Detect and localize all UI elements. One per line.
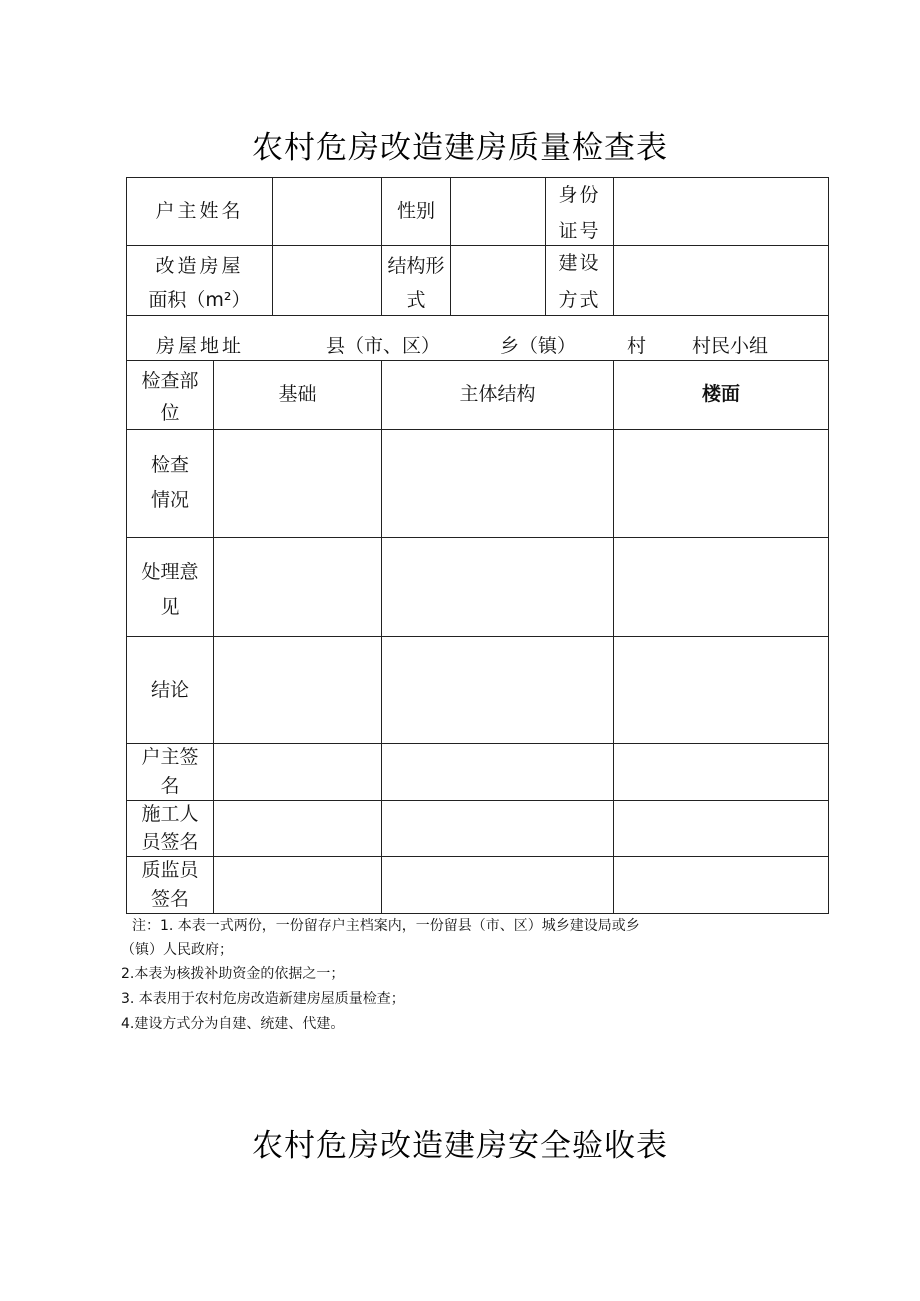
- row-divider: [126, 800, 829, 801]
- address-village: 村: [627, 335, 647, 357]
- id-number-label-line2: 证号: [558, 220, 601, 242]
- gender-label: 性别: [396, 200, 435, 222]
- col-divider: [381, 360, 382, 914]
- row-divider: [126, 743, 829, 744]
- inspection-part-label-line2: 位: [160, 402, 180, 424]
- row-divider: [126, 537, 829, 538]
- col-divider: [613, 177, 614, 315]
- row-supervisor-sign-line1: 质监员: [141, 859, 199, 881]
- note-line-5: 4.建设方式分为自建、统建、代建。: [121, 1016, 345, 1032]
- page-title: 农村危房改造建房质量检查表: [252, 130, 668, 166]
- row-owner-sign-line2: 名: [160, 775, 180, 797]
- structure-label-line2: 式: [406, 289, 426, 311]
- owner-name-label: 户主姓名: [155, 200, 244, 222]
- area-label-line1: 改造房屋: [155, 255, 244, 277]
- id-number-label-line1: 身份: [558, 184, 601, 206]
- row-supervisor-sign-line2: 签名: [150, 888, 189, 910]
- note-line-3: 2.本表为核拨补助资金的依据之一；: [121, 966, 345, 982]
- row-divider: [126, 636, 829, 637]
- row-worker-sign-line2: 员签名: [141, 831, 199, 853]
- table-border-right: [828, 177, 829, 914]
- row-worker-sign-line1: 施工人: [141, 803, 199, 825]
- address-villager-group: 村民小组: [692, 335, 769, 357]
- second-page-title: 农村危房改造建房安全验收表: [252, 1128, 668, 1164]
- address-label: 房屋地址: [156, 335, 245, 357]
- col-divider: [213, 360, 214, 914]
- column-main-structure: 主体结构: [459, 383, 536, 405]
- note-line-4: 3. 本表用于农村危房改造新建房屋质量检查；: [121, 991, 405, 1007]
- address-county: 县（市、区）: [326, 335, 441, 357]
- col-divider: [613, 360, 614, 914]
- row-situation-line1: 检查: [150, 454, 189, 476]
- area-label-line2: 面积（m²）: [148, 289, 251, 311]
- column-floor: 楼面: [701, 383, 740, 405]
- address-township: 乡（镇）: [500, 335, 577, 357]
- row-divider: [126, 856, 829, 857]
- row-conclusion: 结论: [150, 679, 189, 701]
- build-method-label-line2: 方式: [558, 289, 601, 311]
- col-divider: [272, 177, 273, 315]
- row-opinion-line1: 处理意: [141, 561, 199, 583]
- table-border-top: [126, 177, 829, 178]
- inspection-part-label-line1: 检查部: [141, 370, 199, 392]
- structure-label-line1: 结构形: [387, 255, 445, 277]
- row-owner-sign-line1: 户主签: [141, 746, 199, 768]
- row-situation-line2: 情况: [150, 489, 189, 511]
- note-line-2: （镇）人民政府；: [121, 942, 233, 958]
- column-foundation: 基础: [278, 383, 317, 405]
- note-line-1: 注：1. 本表一式两份，一份留存户主档案内，一份留县（市、区）城乡建设局或乡: [132, 918, 640, 934]
- row-divider: [126, 245, 829, 246]
- row-divider: [126, 429, 829, 430]
- col-divider: [450, 177, 451, 315]
- build-method-label-line1: 建设: [558, 252, 601, 274]
- row-opinion-line2: 见: [160, 596, 180, 618]
